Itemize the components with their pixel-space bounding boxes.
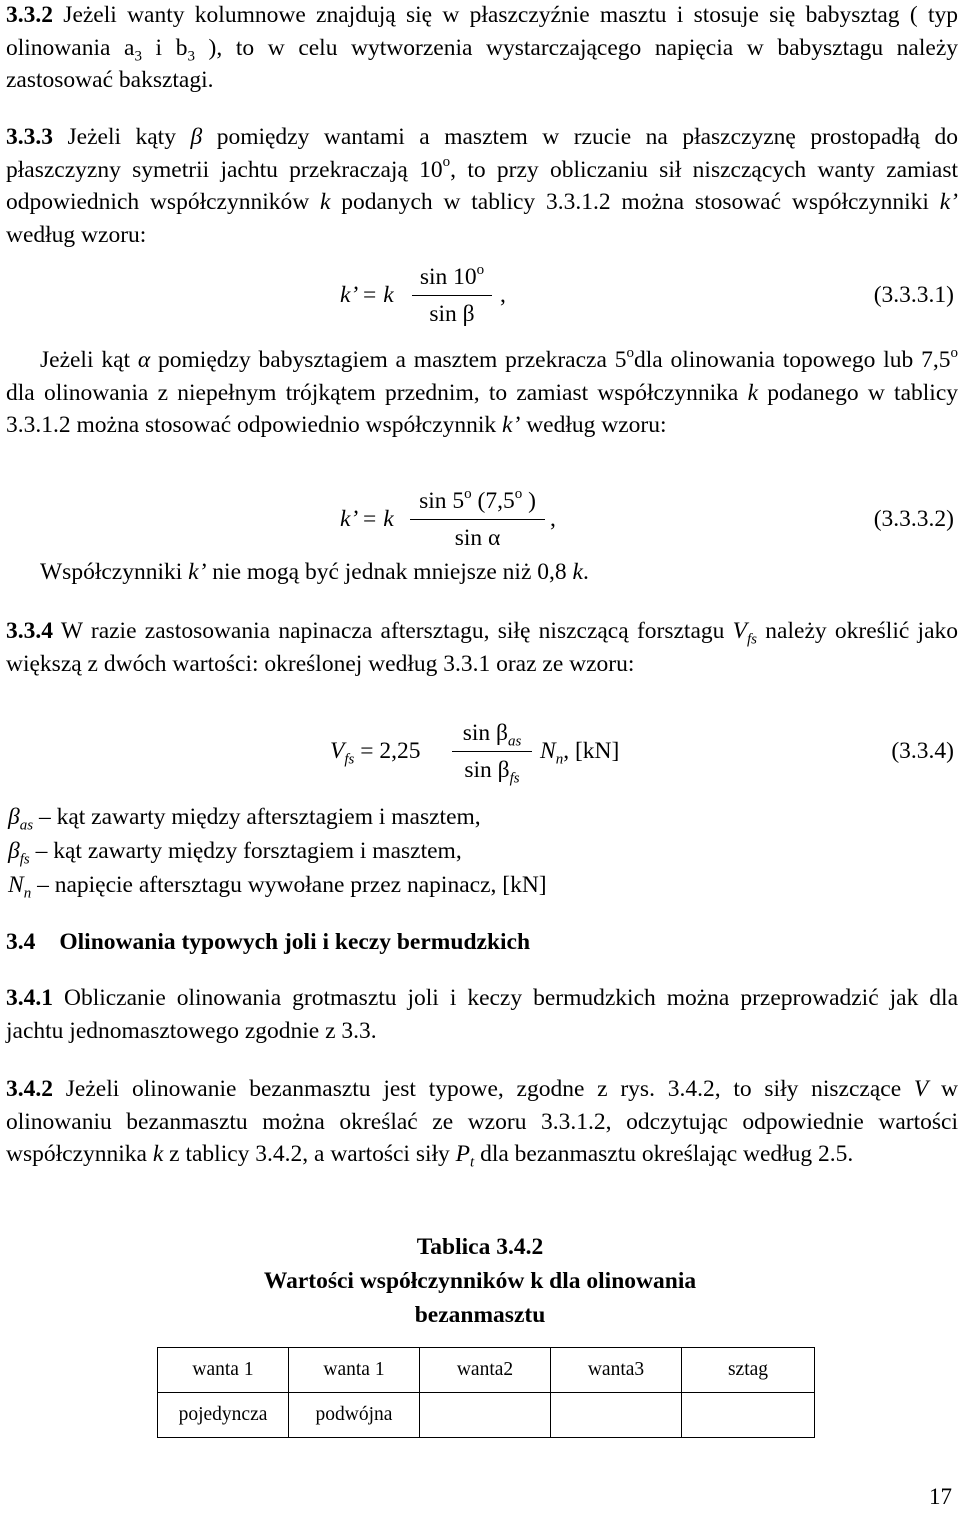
section-number: 3.4.2	[6, 1076, 53, 1102]
definition-beta-fs: $\beta_{fs}$ – kąt zawarty między forsztagiem i masztem,	[8, 838, 462, 868]
section-heading-3-4: 3.4 Olinowania typowych joli i keczy bermudzkich	[6, 929, 531, 955]
paragraph-3-3-3: 3.3.3 Jeżeli kąty β pomiędzy wantami a masztem w rzucie na płaszczyznę prostopadłą do płaszczyzny symetrii jachtu przekraczają 10$^o$, to przy obliczaniu sił niszczących wanty zamiast odpowiednich współczynników k podanych w tablicy 3.3.1.2 można stosować współczynniki k’ według wzoru:	[6, 124, 958, 248]
equation-lhs: k’ = k	[340, 506, 394, 532]
equation-lhs: k’ = k	[340, 282, 394, 308]
section-number: 3.3.2	[6, 2, 53, 28]
table-caption-line-1: Wartości współczynników k dla olinowania	[263, 1268, 697, 1294]
equation-3-3-3-2: k’ = k sin 5$^o$ (7,5$^o$ ) sin α , (3.3.3.2)	[340, 485, 954, 551]
equation-label: (3.3.3.2)	[873, 506, 954, 532]
paragraph-3-3-2: 3.3.2 Jeżeli wanty kolumnowe znajdują się w płaszczyźnie masztu i stosuje się babysztag ( typ olinowania $a_3$ i $b_3$ ), to w celu wytworzenia wystarczającego napięcia w babysztagu należy zastosować baksztagi.	[6, 2, 958, 93]
equation-fraction: sin 5$^o$ (7,5$^o$ ) sin α	[410, 486, 545, 553]
paragraph-minimum: Współczynniki k’ nie mogą być jednak mniejsze niż 0,8 k.	[40, 559, 589, 585]
coefficient-table	[157, 1347, 815, 1438]
paragraph-3-4-1: 3.4.1 Obliczanie olinowania grotmasztu joli i keczy bermudzkich można przeprowadzić jak dla jachtu jednomasztowego zgodnie z 3.3.	[6, 985, 958, 1044]
fraction-bar	[410, 519, 545, 520]
equation-3-3-4: $V_{fs} = 2,25$ $\sin \beta_{as}$ $\sin \beta_{fs}$ $N_n$, [kN] (3.3.4)	[330, 720, 954, 787]
table-cell: wanta 1	[158, 1348, 289, 1393]
page-number: 17	[929, 1484, 952, 1509]
table-cell: podwójna	[289, 1393, 420, 1438]
equation-fraction: sin 10$^o$ sin β	[412, 262, 492, 329]
equation-3-3-3-1: k’ = k sin 10$^o$ sin β , (3.3.3.1)	[340, 261, 954, 327]
table-caption-line-2: bezanmasztu	[414, 1302, 546, 1328]
table-cell: wanta2	[420, 1348, 551, 1393]
paragraph-3-3-4: 3.3.4 W razie zastosowania napinacza aftersztagu, siłę niszczącą forsztagu $V_{fs}$ należy określić jako większą z dwóch wartości: określonej według 3.3.1 oraz ze wzoru:	[6, 618, 959, 677]
table-cell: wanta3	[551, 1348, 682, 1393]
table-cell	[551, 1393, 682, 1438]
definition-beta-as: $\beta_{as}$ – kąt zawarty między aftersztagiem i masztem,	[8, 804, 481, 834]
equation-lhs: $V_{fs} = 2,25$	[330, 738, 421, 768]
alpha-symbol: α	[137, 347, 151, 373]
equation-fraction: $\sin \beta_{as}$ $\sin \beta_{fs}$	[452, 718, 532, 785]
equation-label: (3.3.3.1)	[873, 282, 954, 308]
table-cell: sztag	[682, 1348, 815, 1393]
table-row	[158, 1348, 815, 1393]
table-cell: pojedyncza	[158, 1393, 289, 1438]
table-row	[158, 1393, 815, 1438]
paragraph-3-4-2: 3.4.2 Jeżeli olinowanie bezanmasztu jest typowe, zgodne z rys. 3.4.2, to siły niszczące V w olinowaniu bezanmasztu można określać ze wzoru 3.3.1.2, odczytując odpowiednie wartości współczynnika k z tablicy 3.4.2, a wartości siły $P_t$ dla bezanmasztu określając według 2.5.	[6, 1076, 958, 1171]
beta-symbol: β	[190, 124, 203, 150]
paragraph-alpha: Jeżeli kąt α pomiędzy babysztagiem a masztem przekracza 5$^o$dla olinowania topowego lub 7,5$^o$ dla olinowania z niepełnym trójkątem przednim, to zamiast współczynnika k podanego w tablicy 3.3.1.2 można stosować odpowiednio współczynnik k’ według wzoru:	[6, 344, 959, 438]
section-number: 3.4.1	[6, 985, 53, 1011]
section-number: 3.3.3	[6, 124, 53, 150]
definition-n: $N_n$ – napięcie aftersztagu wywołane przez napinacz, [kN]	[8, 872, 547, 902]
table-cell	[420, 1393, 551, 1438]
section-number: 3.3.4	[6, 618, 53, 644]
table-cell: wanta 1	[289, 1348, 420, 1393]
fraction-bar	[452, 751, 532, 752]
equation-label: (3.3.4)	[891, 738, 954, 764]
fraction-bar	[412, 295, 492, 296]
table-title: Tablica 3.4.2	[416, 1234, 544, 1260]
table-cell	[682, 1393, 815, 1438]
